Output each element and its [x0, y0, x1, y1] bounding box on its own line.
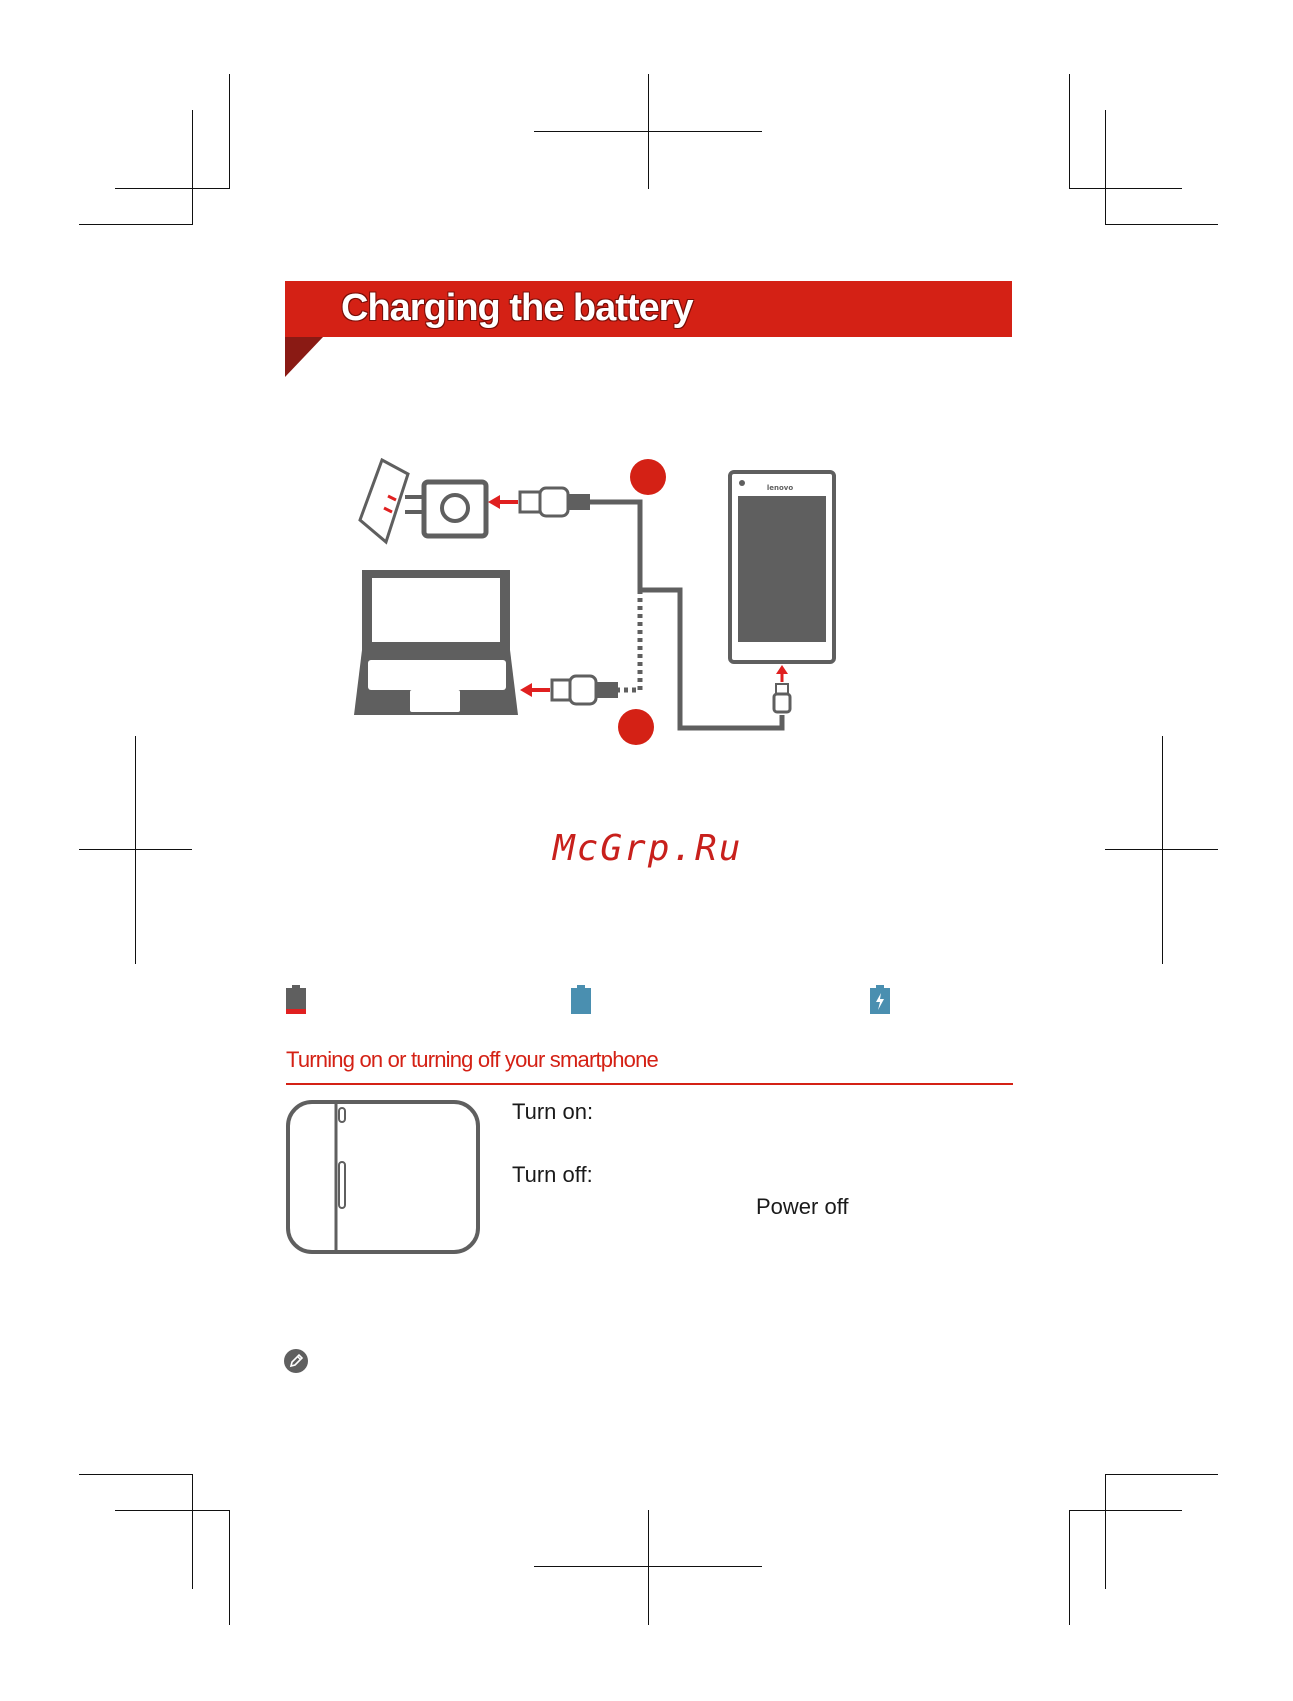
section-divider [286, 1083, 1013, 1085]
usb-plug-icon [520, 488, 590, 516]
crop-mark [115, 188, 230, 189]
phone-brand-text: lenovo [766, 484, 794, 492]
page-title: Charging the battery [341, 287, 693, 329]
crop-mark [1105, 1474, 1106, 1589]
crop-mark [1105, 1474, 1218, 1475]
watermark: McGrp.Ru [553, 828, 743, 869]
arrow-left-icon [488, 495, 518, 509]
crop-mark [1069, 188, 1182, 189]
charging-diagram [350, 450, 850, 760]
title-banner-fold [285, 337, 323, 377]
crop-mark [648, 1510, 649, 1625]
turn-off-label: Turn off: [512, 1162, 593, 1187]
arrow-left-icon [520, 683, 550, 697]
battery-full-icon [570, 985, 592, 1015]
crop-mark [1105, 110, 1106, 225]
crop-mark [135, 736, 136, 964]
crop-mark [79, 224, 193, 225]
battery-charging-icon [869, 985, 891, 1015]
usb-cable-dotted [590, 590, 640, 690]
micro-usb-plug-icon [774, 665, 790, 712]
phone-side-view-icon [286, 1100, 481, 1255]
crop-mark [1069, 1510, 1070, 1625]
crop-mark [229, 1510, 230, 1625]
wall-outlet-icon [360, 460, 408, 542]
crop-mark [192, 110, 193, 225]
crop-mark [192, 1474, 193, 1589]
battery-low-icon [285, 985, 307, 1015]
laptop-icon [354, 570, 518, 715]
crop-mark [1069, 74, 1070, 189]
step-badge [630, 459, 666, 495]
crop-mark [1105, 224, 1218, 225]
section-heading: Turning on or turning off your smartphone [286, 1047, 658, 1072]
crop-mark [229, 74, 230, 189]
power-off-label: Power off [756, 1194, 849, 1219]
crop-mark [1105, 849, 1218, 850]
crop-mark [79, 1474, 193, 1475]
crop-mark [1069, 1510, 1182, 1511]
crop-mark [1162, 736, 1163, 964]
crop-mark [79, 849, 192, 850]
charger-adapter-icon [405, 482, 486, 536]
turn-on-label: Turn on: [512, 1099, 594, 1124]
crop-mark [534, 131, 762, 132]
usb-plug-icon [552, 676, 618, 704]
pencil-note-icon [283, 1348, 309, 1374]
step-badge [618, 709, 654, 745]
crop-mark [115, 1510, 230, 1511]
crop-mark [534, 1566, 762, 1567]
smartphone-icon [730, 472, 834, 662]
